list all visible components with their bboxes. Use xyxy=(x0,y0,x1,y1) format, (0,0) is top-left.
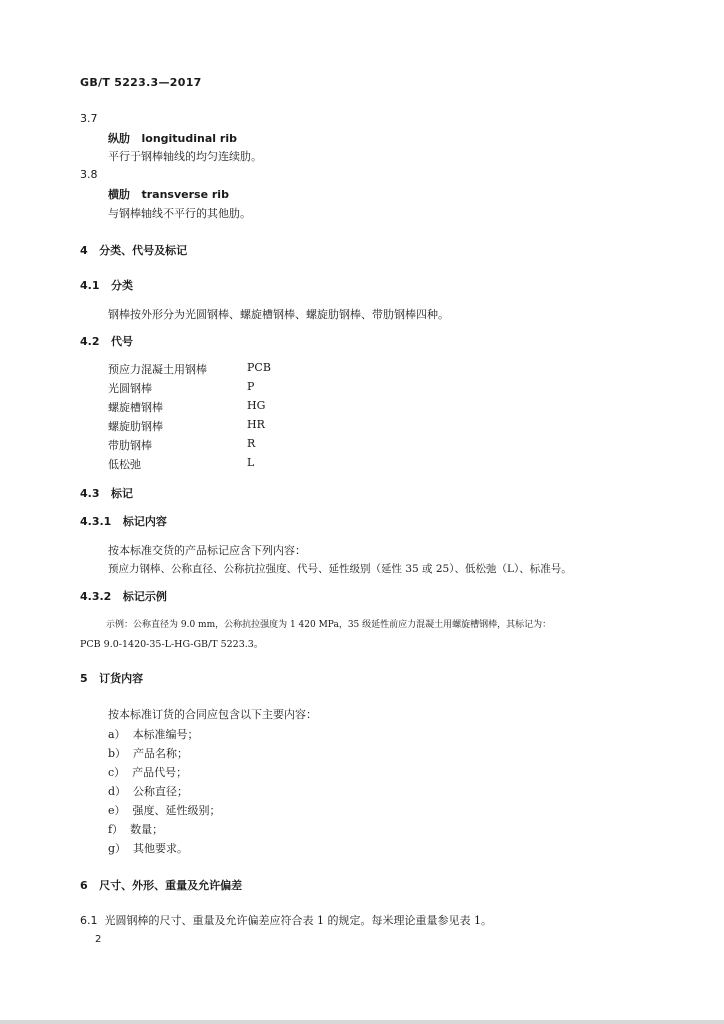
code-name: 螺旋肋钢棒 xyxy=(108,420,163,433)
section-4-3-1-heading xyxy=(80,513,167,529)
section-number: 4.3 xyxy=(80,487,100,500)
list-item-label: f） xyxy=(108,823,124,836)
page-bottom-edge xyxy=(0,1020,724,1024)
example-line2: PCB 9.0-1420-35-L-HG-GB/T 5223.3。 xyxy=(80,639,264,650)
list-item-label: a） xyxy=(108,728,126,741)
term-zh: 纵肋 xyxy=(108,132,130,145)
section-title: 标记示例 xyxy=(122,590,167,603)
section-number: 6 xyxy=(80,879,88,892)
term-en: longitudinal rib xyxy=(141,132,237,145)
list-item-label: e） xyxy=(108,804,126,817)
section-4-heading xyxy=(80,242,187,258)
section-4-1-text: 钢棒按外形分为光圆钢棒、螺旋槽钢棒、螺旋肋钢棒、带肋钢棒四种。 xyxy=(108,308,449,321)
code-name: 螺旋槽钢棒 xyxy=(108,401,163,414)
clause-3-8-number: 3.8 xyxy=(80,168,98,181)
code-value: PCB xyxy=(247,361,271,374)
example-line1: 示例：公称直径为 9.0 mm，公称抗拉强度为 1 420 MPa，35 级延性前应力混凝土用螺旋槽钢棒，其标记为： xyxy=(106,620,552,630)
section-4-3-1-line2: 预应力钢棒、公称直径、公称抗拉强度、代号、延性级别（延性 35 或 25）、低松弛（L）、标准号。 xyxy=(108,563,572,575)
list-item xyxy=(108,840,188,856)
clause-3-7-term xyxy=(108,130,237,146)
code-value: HG xyxy=(247,399,266,412)
section-5-heading xyxy=(80,670,143,686)
list-item-text: 产品代号； xyxy=(132,766,188,779)
list-item-label: g） xyxy=(108,842,127,855)
section-number: 4 xyxy=(80,244,88,257)
section-number: 4.3.1 xyxy=(80,515,112,528)
list-item-text: 强度、延性级别； xyxy=(132,804,221,817)
list-item xyxy=(108,726,199,742)
section-number: 4.1 xyxy=(80,279,100,292)
list-item xyxy=(108,783,188,799)
page-number: 2 xyxy=(95,934,102,945)
section-5-intro: 按本标准订货的合同应包含以下主要内容： xyxy=(108,708,317,721)
code-value: L xyxy=(247,456,255,469)
list-item-text: 其他要求。 xyxy=(133,842,189,855)
code-value: R xyxy=(247,437,256,450)
section-4-3-heading xyxy=(80,485,133,501)
section-4-1-heading xyxy=(80,277,133,293)
code-name: 带肋钢棒 xyxy=(108,439,152,452)
code-value: P xyxy=(247,380,255,393)
code-name: 预应力混凝土用钢棒 xyxy=(108,363,207,376)
section-title: 标记 xyxy=(111,487,133,500)
list-item xyxy=(108,745,188,761)
term-zh: 横肋 xyxy=(108,188,130,201)
clause-3-7-number: 3.7 xyxy=(80,112,98,125)
section-6-heading xyxy=(80,877,242,893)
section-number: 4.2 xyxy=(80,335,100,348)
document-header: GB/T 5223.3—2017 xyxy=(80,76,202,89)
list-item xyxy=(108,764,187,780)
section-4-3-1-line1: 按本标准交货的产品标记应含下列内容： xyxy=(108,544,306,557)
list-item xyxy=(108,821,163,837)
clause-3-8-definition: 与钢棒轴线不平行的其他肋。 xyxy=(108,207,251,220)
section-4-2-heading xyxy=(80,333,133,349)
list-item-text: 本标准编号； xyxy=(132,728,199,741)
section-6-1-text: 光圆钢棒的尺寸、重量及允许偏差应符合表 1 的规定。每米理论重量参见表 1。 xyxy=(104,914,492,927)
section-title: 标记内容 xyxy=(122,515,167,528)
list-item-text: 数量； xyxy=(130,823,164,836)
term-en: transverse rib xyxy=(141,188,229,201)
section-number: 5 xyxy=(80,672,88,685)
section-number: 6.1 xyxy=(80,914,98,927)
list-item-label: d） xyxy=(108,785,127,798)
clause-3-8-term xyxy=(108,186,229,202)
section-title: 尺寸、外形、重量及允许偏差 xyxy=(99,879,243,892)
list-item-label: b） xyxy=(108,747,127,760)
section-title: 代号 xyxy=(111,335,133,348)
list-item-text: 公称直径； xyxy=(133,785,189,798)
code-value: HR xyxy=(247,418,265,431)
section-title: 分类、代号及标记 xyxy=(99,244,188,257)
section-number: 4.3.2 xyxy=(80,590,112,603)
section-title: 分类 xyxy=(111,279,133,292)
code-name: 光圆钢棒 xyxy=(108,382,152,395)
section-6-1 xyxy=(80,912,492,928)
section-4-3-2-heading xyxy=(80,588,167,604)
section-title: 订货内容 xyxy=(99,672,144,685)
list-item-label: c） xyxy=(108,766,126,779)
code-name: 低松弛 xyxy=(108,458,141,471)
list-item-text: 产品名称； xyxy=(133,747,189,760)
clause-3-7-definition: 平行于钢棒轴线的均匀连续肋。 xyxy=(108,150,262,163)
list-item xyxy=(108,802,221,818)
